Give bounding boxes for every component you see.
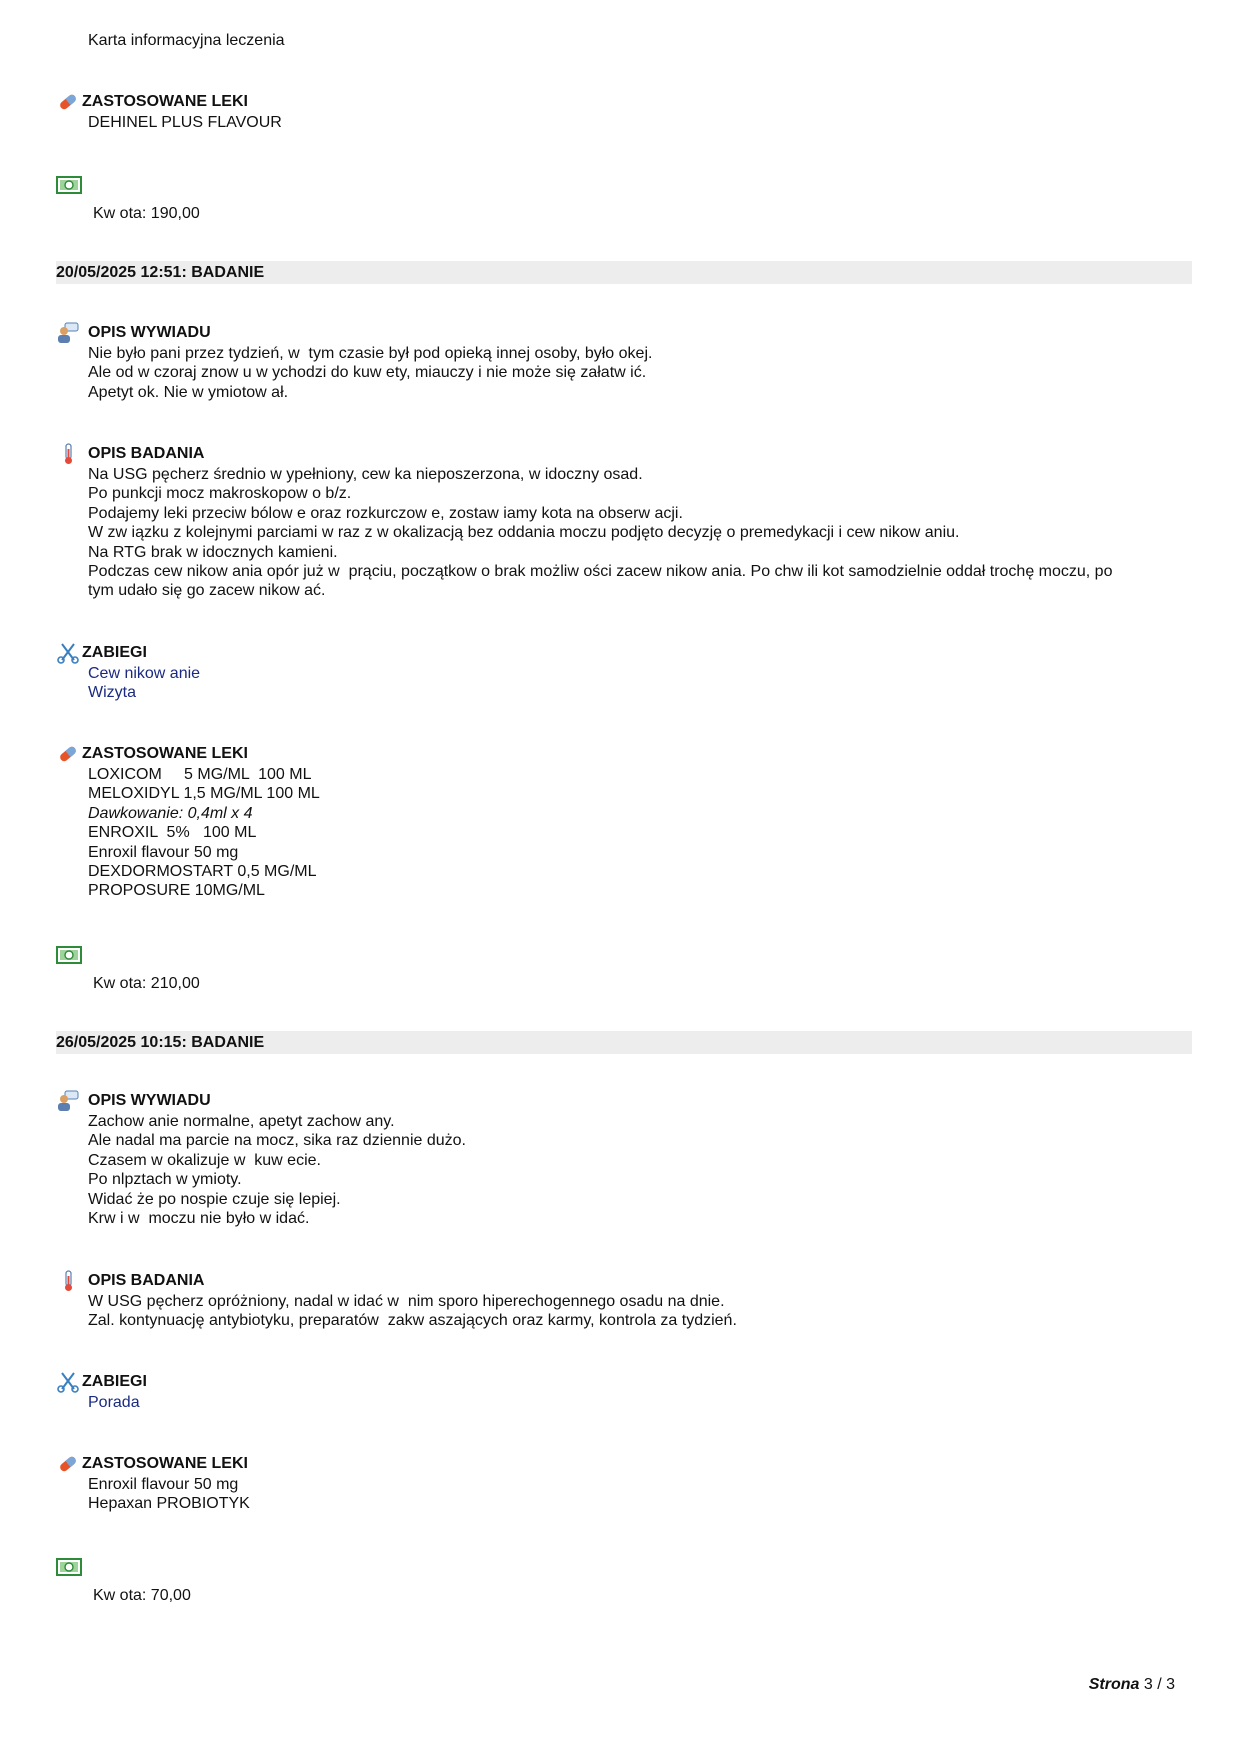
interview-line: Apetyt ok. Nie w ymiotow ał. [88, 383, 289, 401]
interview-line: Ale nadal ma parcie na mocz, sika raz dziennie dużo. [88, 1132, 466, 1150]
amount: Kw ota: 210,00 [93, 975, 200, 992]
interview-line: Ale od w czoraj znow u w ychodzi do kuw ety, miauczy i nie może się załatw ić. [88, 364, 647, 382]
exam-line: Podajemy leki przeciw bólow e oraz rozkurczow e, zostaw iamy kota na obserw acji. [88, 504, 683, 522]
dosage-note: Dawkowanie: 0,4ml x 4 [88, 804, 253, 822]
drug-item: MELOXIDYL 1,5 MG/ML 100 ML [88, 785, 320, 803]
interview-line: Czasem w okalizuje w kuw ecie. [88, 1151, 321, 1169]
page-current: 3 [1143, 1676, 1153, 1693]
document-title: Karta informacyjna leczenia [88, 32, 285, 49]
banknote-icon [56, 946, 82, 969]
interview-block [56, 1090, 1196, 1228]
drugs-block [56, 1453, 1196, 1514]
page-label: Strona [1088, 1676, 1140, 1693]
interview-line: Krw i w moczu nie było w idać. [88, 1210, 310, 1228]
thermometer-icon [56, 1270, 80, 1292]
amount-top: Kw ota: 190,00 [93, 205, 200, 222]
exam-line: tym udało się go zacew nikow ać. [88, 582, 326, 600]
page-total: / 3 [1157, 1676, 1175, 1693]
drug-item: Enroxil flavour 50 mg [88, 1476, 239, 1493]
drug-item: DEHINEL PLUS FLAVOUR [88, 114, 282, 131]
scissors-icon [56, 642, 80, 664]
procedures-title: ZABIEGI [82, 1373, 147, 1390]
procedure-link[interactable]: Cew nikow anie [88, 665, 201, 682]
visit-header: 20/05/2025 12:51: BADANIE [56, 261, 1192, 284]
exam-title: OPIS BADANIA [88, 1272, 205, 1289]
drugs-block [56, 743, 1196, 901]
drug-item: Enroxil flavour 50 mg [88, 843, 239, 861]
interview-line: Widać że po nospie czuje się lepiej. [88, 1190, 341, 1208]
exam-line: Na USG pęcherz średnio w ypełniony, cew ka nieposzerzona, w idoczny osad. [88, 466, 643, 483]
exam-block [56, 1270, 1196, 1331]
scissors-icon [56, 1371, 80, 1393]
drug-item: DEXDORMOSTART 0,5 MG/ML [88, 863, 317, 881]
exam-line: Podczas cew nikow ania opór już w prąciu, początkow o brak możliw ości zacew nikow ania. Po chw ili kot samodzielnie oddał trochę moczu, po [88, 563, 1113, 581]
interview-title: OPIS WYWIADU [88, 1092, 211, 1109]
pill-icon [56, 1453, 80, 1475]
interview-line: Zachow anie normalne, apetyt zachow any. [88, 1113, 395, 1130]
exam-title: OPIS BADANIA [88, 445, 205, 462]
procedures-block [56, 642, 1196, 703]
exam-line: W zw iązku z kolejnymi parciami w raz z w okalizacją bez oddania moczu podjęto decyzję o premedykacji i cew nikow aniu. [88, 524, 960, 542]
procedure-link[interactable]: Wizyta [88, 684, 136, 702]
person-speech-icon [56, 1090, 80, 1112]
drug-item: LOXICOM 5 MG/ML 100 ML [88, 766, 312, 783]
exam-block [56, 443, 1196, 601]
banknote-icon [56, 1558, 82, 1581]
drug-item: PROPOSURE 10MG/ML [88, 882, 265, 900]
page-number [1089, 1676, 1175, 1694]
interview-line: Nie było pani przez tydzień, w tym czasie był pod opieką innej osoby, było okej. [88, 345, 653, 362]
drug-item: ENROXIL 5% 100 ML [88, 824, 257, 842]
drug-item: Hepaxan PROBIOTYK [88, 1495, 250, 1513]
procedure-link[interactable]: Porada [88, 1394, 140, 1411]
exam-line: W USG pęcherz opróżniony, nadal w idać w nim sporo hiperechogennego osadu na dnie. [88, 1293, 725, 1310]
interview-title: OPIS WYWIADU [88, 324, 211, 341]
procedures-title: ZABIEGI [82, 644, 147, 661]
amount: Kw ota: 70,00 [93, 1587, 191, 1604]
drugs-title: ZASTOSOWANE LEKI [82, 745, 248, 762]
thermometer-icon [56, 443, 80, 465]
exam-line: Na RTG brak w idocznych kamieni. [88, 543, 338, 561]
interview-block [56, 322, 1196, 402]
pill-icon [56, 743, 80, 765]
interview-line: Po nlpztach w ymioty. [88, 1171, 242, 1189]
banknote-icon [56, 176, 82, 199]
visit-header: 26/05/2025 10:15: BADANIE [56, 1031, 1192, 1054]
procedures-block [56, 1371, 1196, 1412]
drugs-title: ZASTOSOWANE LEKI [82, 1455, 248, 1472]
drugs-title: ZASTOSOWANE LEKI [82, 93, 248, 110]
person-speech-icon [56, 322, 80, 344]
exam-line: Zal. kontynuację antybiotyku, preparatów zakw aszających oraz karmy, kontrola za tydzień. [88, 1312, 737, 1330]
exam-line: Po punkcji mocz makroskopow o b/z. [88, 485, 352, 503]
pill-icon [56, 91, 80, 113]
drugs-block-top [56, 91, 1196, 132]
